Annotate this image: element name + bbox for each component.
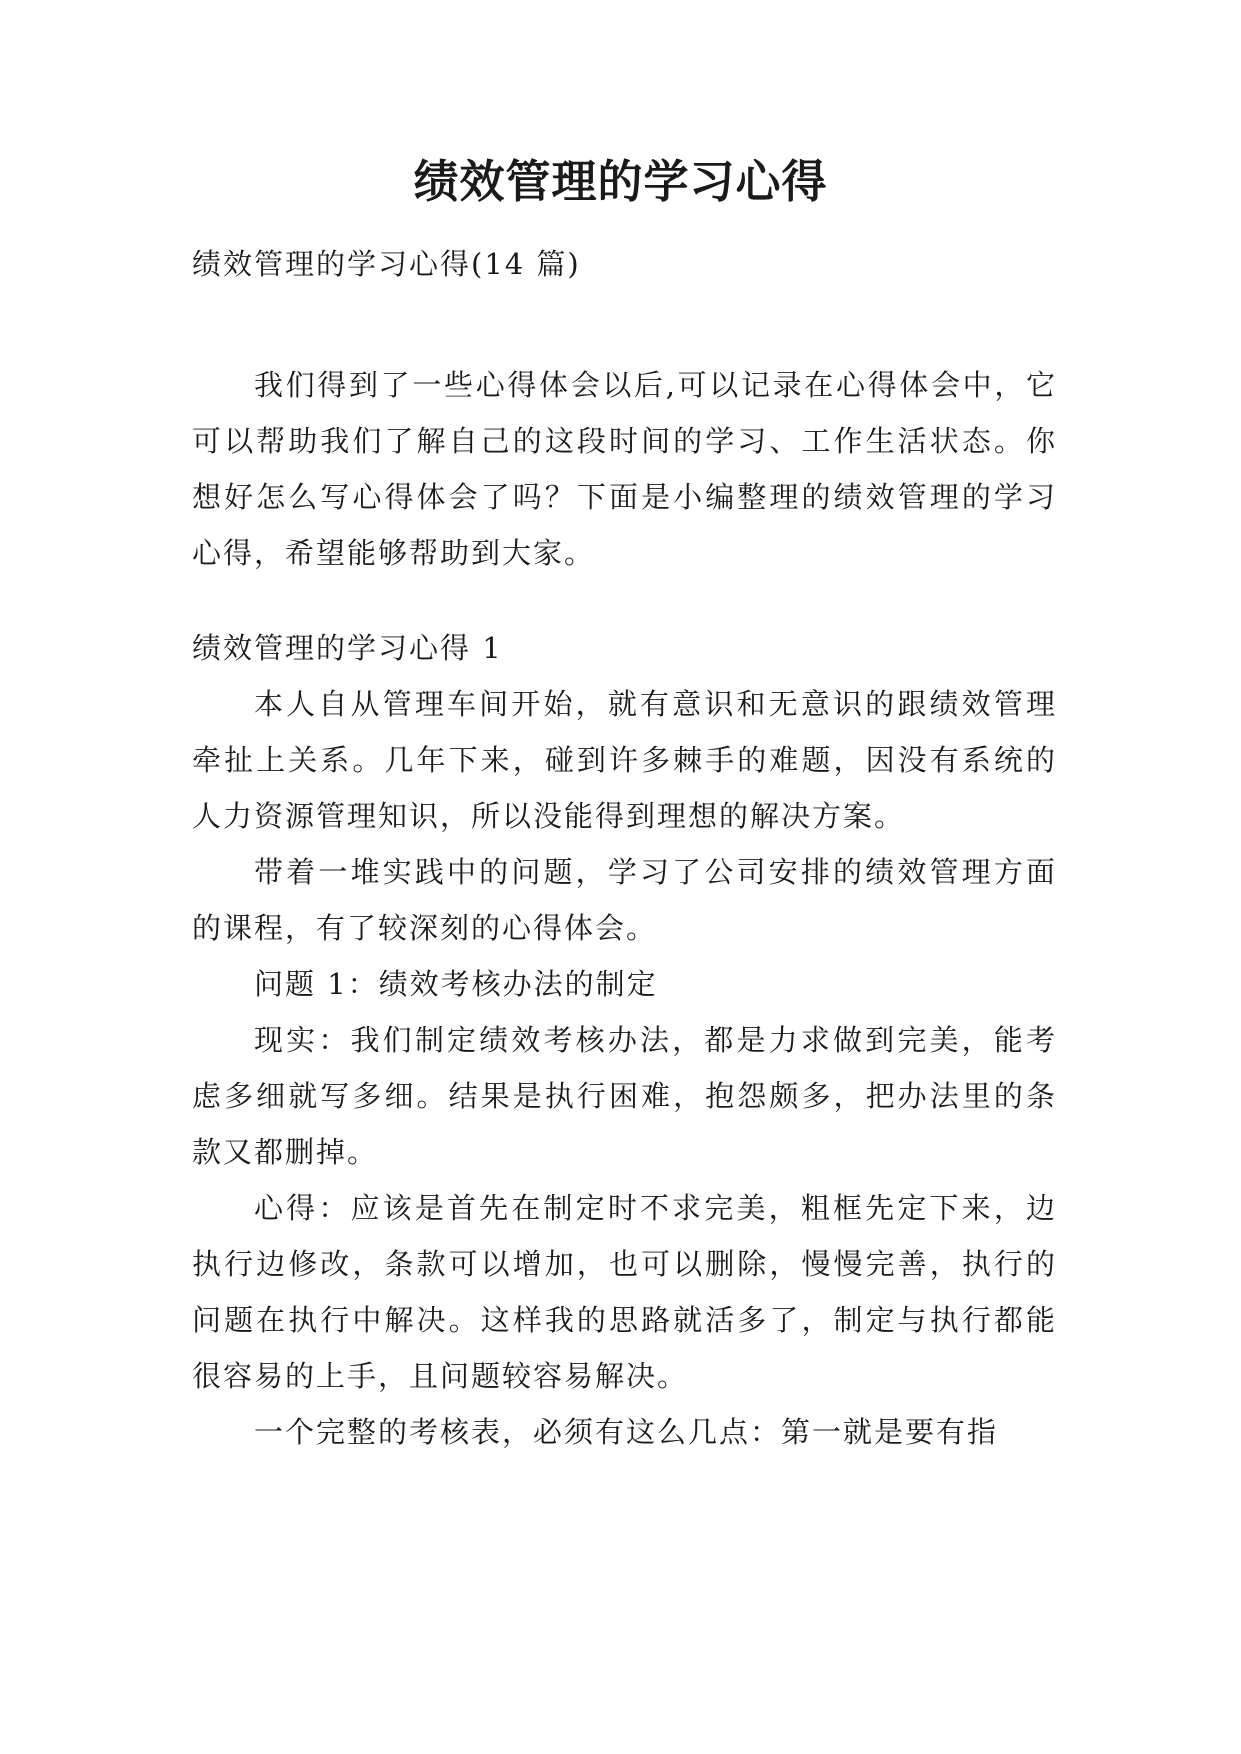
body-paragraph: 本人自从管理车间开始，就有意识和无意识的跟绩效管理牵扯上关系。几年下来，碰到许多棘手的难题，因没有系统的人力资源管理知识，所以没能得到理想的解决方案。 [192, 687, 1057, 833]
problem-heading: 问题 1：绩效考核办法的制定 [254, 967, 658, 1001]
intro-paragraph: 我们得到了一些心得体会以后,可以记录在心得体会中，它可以帮助我们了解自己的这段时间的学习、工作生活状态。你想好怎么写心得体会了吗？下面是小编整理的绩效管理的学习心得，希望能够帮助到大家。 [192, 368, 1057, 570]
body-paragraph: 一个完整的考核表，必须有这么几点：第一就是要有指 [254, 1415, 999, 1449]
document-title: 绩效管理的学习心得 [413, 155, 828, 208]
section-heading: 绩效管理的学习心得 1 [192, 631, 503, 665]
body-paragraph: 带着一堆实践中的问题，学习了公司安排的绩效管理方面的课程，有了较深刻的心得体会。 [192, 855, 1057, 945]
body-paragraph: 心得：应该是首先在制定时不求完美，粗框先定下来，边执行边修改，条款可以增加，也可以删除，慢慢完善，执行的问题在执行中解决。这样我的思路就活多了，制定与执行都能很容易的上手，且问题较容易解决。 [192, 1191, 1057, 1393]
body-paragraph: 现实：我们制定绩效考核办法，都是力求做到完美，能考虑多细就写多细。结果是执行困难，抱怨颇多，把办法里的条款又都删掉。 [192, 1023, 1057, 1169]
document-subtitle: 绩效管理的学习心得(14 篇) [192, 247, 581, 281]
